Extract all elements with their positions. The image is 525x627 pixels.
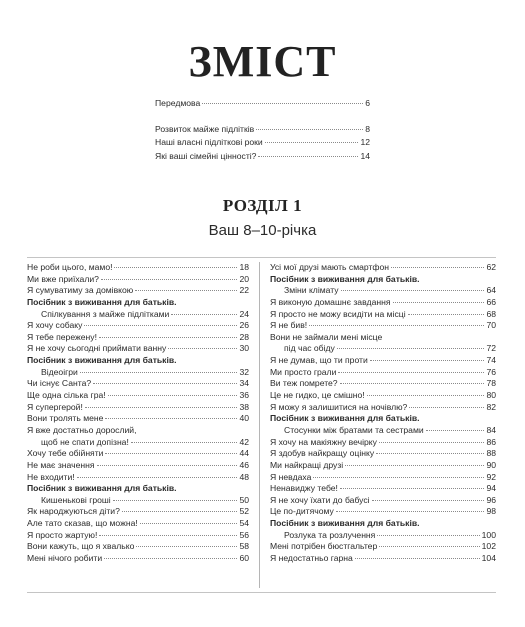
- toc-entry[interactable]: [27, 320, 249, 332]
- toc-entry[interactable]: [27, 448, 249, 460]
- toc-entry[interactable]: [27, 518, 249, 530]
- toc-entry-page: 12: [360, 137, 370, 147]
- toc-entry[interactable]: [270, 425, 496, 437]
- toc-entry-page: 98: [486, 506, 496, 517]
- leader-dots: [313, 477, 484, 478]
- leader-dots: [372, 500, 485, 501]
- guide-heading[interactable]: [270, 274, 496, 286]
- toc-entry-page: 84: [486, 424, 496, 435]
- toc-entry-title: Не входити!: [27, 471, 75, 482]
- toc-entry[interactable]: [270, 437, 496, 449]
- leader-dots: [80, 372, 238, 373]
- toc-entry[interactable]: [27, 530, 249, 542]
- toc-entry-page: 64: [486, 285, 496, 296]
- leader-dots: [309, 325, 484, 326]
- leader-dots: [370, 360, 485, 361]
- leader-dots: [105, 453, 237, 454]
- toc-entry-title: Посібник з виживання для батьків.: [270, 273, 420, 284]
- leader-dots: [140, 523, 238, 524]
- toc-entry-page: 20: [239, 273, 249, 284]
- toc-entry-page: 44: [239, 448, 249, 459]
- toc-entry-title: Це не гидко, це смішно!: [270, 390, 365, 401]
- toc-entry[interactable]: [27, 309, 249, 321]
- toc-entry[interactable]: [270, 483, 496, 495]
- toc-entry-title: Посібник з виживання для батьків.: [27, 355, 177, 366]
- guide-heading[interactable]: [270, 518, 496, 530]
- toc-entry-title: Ви теж помрете?: [270, 378, 338, 389]
- toc-entry-page: 18: [239, 262, 249, 272]
- toc-entry[interactable]: [27, 332, 249, 344]
- toc-entry[interactable]: [270, 402, 496, 414]
- leader-dots: [202, 103, 363, 104]
- leader-dots: [338, 372, 484, 373]
- toc-entry-page: 56: [239, 529, 249, 540]
- toc-entry[interactable]: [27, 425, 249, 437]
- toc-entry[interactable]: [27, 413, 249, 425]
- leader-dots: [85, 407, 238, 408]
- toc-entry-page: 62: [486, 262, 496, 272]
- leader-dots: [101, 279, 238, 280]
- toc-entry[interactable]: [27, 472, 249, 484]
- toc-entry-page: 30: [239, 343, 249, 354]
- leader-dots: [377, 535, 479, 536]
- guide-heading[interactable]: [270, 413, 496, 425]
- section-subtitle: Ваш 8–10-річка: [208, 222, 317, 239]
- leader-dots: [408, 314, 485, 315]
- toc-entry-title: Не має значення: [27, 459, 95, 470]
- toc-entry-page: 32: [239, 366, 249, 377]
- toc-entry[interactable]: [27, 274, 249, 286]
- toc-entry-title: Я просто не можу всидіти на місці: [270, 308, 406, 319]
- toc-entry-title: Які ваші сімейні цінності?: [155, 150, 257, 161]
- leader-dots: [77, 477, 238, 478]
- toc-entry-title: Я не хочу сьогодні приймати ванну: [27, 343, 167, 354]
- toc-entry-title: Ми просто грали: [270, 366, 337, 377]
- toc-entry-title: Як народжуються діти?: [27, 506, 120, 517]
- toc-entry-title: Я можу я залишитися на ночівлю?: [270, 401, 408, 412]
- toc-entry-page: 42: [239, 436, 249, 447]
- toc-entry-title: щоб не спати допізна!: [41, 436, 129, 447]
- toc-entry[interactable]: [270, 553, 496, 565]
- toc-entry-title: Розвиток майже підлітків: [155, 123, 255, 134]
- leader-dots: [391, 267, 484, 268]
- toc-entry-title: Стосунки між братами та сестрами: [284, 424, 424, 435]
- toc-entry-page: 96: [486, 494, 496, 505]
- toc-entry-title: Передмова: [155, 98, 201, 108]
- toc-entry-title: Наші власні підліткові роки: [155, 137, 263, 147]
- toc-entry-title: Ненавиджу тебе!: [270, 483, 338, 494]
- toc-entry-page: 68: [486, 308, 496, 319]
- leader-dots: [256, 129, 363, 130]
- toc-entry-page: 76: [486, 366, 496, 377]
- toc-entry-page: 14: [360, 150, 370, 161]
- toc-entry[interactable]: [270, 472, 496, 484]
- toc-entry-page: 82: [486, 401, 496, 412]
- toc-entry[interactable]: [155, 136, 370, 150]
- toc-entry-page: 40: [239, 413, 249, 424]
- toc-entry-page: 80: [486, 390, 496, 401]
- toc-entry-page: 6: [365, 98, 370, 108]
- toc-column-left: [27, 262, 249, 565]
- leader-dots: [113, 500, 238, 501]
- leader-dots: [340, 488, 485, 489]
- leader-dots: [345, 465, 484, 466]
- intro-toc: [155, 97, 370, 163]
- leader-dots: [135, 290, 237, 291]
- toc-entry[interactable]: [270, 343, 496, 355]
- toc-entry-title: Я не думав, що ти проти: [270, 355, 368, 366]
- toc-entry-page: 36: [239, 390, 249, 401]
- leader-dots: [168, 348, 237, 349]
- toc-entry[interactable]: [270, 506, 496, 518]
- leader-dots: [376, 453, 484, 454]
- toc-entry-page: 88: [486, 448, 496, 459]
- toc-entry-title: Я здобув найкращу оцінку: [270, 448, 375, 459]
- toc-entry-title: Я хочу на макіяжну вечірку: [270, 436, 377, 447]
- toc-entry-title: Посібник з виживання для батьків.: [270, 518, 420, 529]
- toc-entry[interactable]: [270, 332, 496, 344]
- toc-entry-page: 54: [239, 518, 249, 529]
- leader-dots: [426, 430, 485, 431]
- toc-entry-title: Посібник з виживання для батьків.: [270, 413, 420, 424]
- toc-entry[interactable]: [27, 402, 249, 414]
- leader-dots: [393, 302, 485, 303]
- bottom-rule: [27, 592, 496, 593]
- toc-entry-page: 94: [486, 483, 496, 494]
- toc-entry-title: Мені потрібен бюстгальтер: [270, 541, 378, 552]
- leader-dots: [104, 558, 237, 559]
- toc-entry-page: 24: [239, 308, 249, 319]
- toc-entry[interactable]: [270, 495, 496, 507]
- toc-entry-title: Ми вже приїхали?: [27, 273, 99, 284]
- leader-dots: [99, 337, 237, 338]
- leader-dots: [409, 407, 484, 408]
- toc-entry-page: 60: [239, 553, 249, 564]
- toc-entry-page: 58: [239, 541, 249, 552]
- leader-dots: [355, 558, 480, 559]
- toc-entry[interactable]: [27, 495, 249, 507]
- toc-entry-title: Ми найкращі друзі: [270, 459, 344, 470]
- toc-entry-page: 78: [486, 378, 496, 389]
- toc-entry-title: Я тебе пережену!: [27, 331, 97, 342]
- leader-dots: [367, 395, 485, 396]
- toc-entry-page: 50: [239, 494, 249, 505]
- toc-entry-page: 22: [239, 285, 249, 296]
- column-divider: [259, 262, 260, 588]
- toc-entry[interactable]: [27, 541, 249, 553]
- toc-entry[interactable]: [27, 343, 249, 355]
- toc-entry-title: Спілкування з майже підлітками: [41, 308, 170, 319]
- toc-entry[interactable]: [27, 285, 249, 297]
- leader-dots: [136, 546, 237, 547]
- toc-entry[interactable]: [27, 437, 249, 449]
- toc-entry[interactable]: [270, 367, 496, 379]
- toc-entry-title: Я хочу собаку: [27, 320, 83, 331]
- leader-dots: [105, 418, 237, 419]
- toc-entry-title: Вони тролять мене: [27, 413, 104, 424]
- toc-entry-title: Це по-дитячому: [270, 506, 334, 517]
- toc-entry[interactable]: [155, 150, 370, 164]
- toc-entry-title: Усі мої друзі мають смартфон: [270, 262, 390, 272]
- toc-entry-title: Але тато сказав, що можна!: [27, 518, 138, 529]
- toc-column-right: [270, 262, 496, 565]
- leader-dots: [84, 325, 237, 326]
- toc-entry[interactable]: [270, 320, 496, 332]
- leader-dots: [336, 511, 485, 512]
- page-title: ЗМІСТ: [188, 37, 337, 86]
- toc-entry[interactable]: [27, 460, 249, 472]
- toc-entry[interactable]: [270, 309, 496, 321]
- toc-entry-title: Чи існує Санта?: [27, 378, 92, 389]
- toc-entry-page: 86: [486, 436, 496, 447]
- toc-entry-title: Мені нічого робити: [27, 553, 103, 564]
- leader-dots: [108, 395, 238, 396]
- toc-entry[interactable]: [270, 448, 496, 460]
- toc-entry[interactable]: [270, 541, 496, 553]
- top-rule: [27, 257, 496, 258]
- toc-entry-title: Вони кажуть, що я хвалько: [27, 541, 135, 552]
- toc-entry-title: Ще одна сілька гра!: [27, 390, 106, 401]
- toc-entry[interactable]: [155, 123, 370, 137]
- toc-entry[interactable]: [270, 378, 496, 390]
- toc-entry-title: Я не хочу їхати до бабусі: [270, 494, 370, 505]
- toc-entry-title: Кишенькові гроші: [41, 494, 111, 505]
- toc-entry-page: 46: [239, 459, 249, 470]
- toc-entry-title: Я недостатньо гарна: [270, 553, 353, 564]
- toc-entry-title: Посібник з виживання для батьків.: [27, 483, 177, 494]
- toc-entry[interactable]: [27, 506, 249, 518]
- toc-entry-page: 92: [486, 471, 496, 482]
- toc-entry-page: 34: [239, 378, 249, 389]
- toc-entry[interactable]: [27, 378, 249, 390]
- leader-dots: [341, 290, 485, 291]
- leader-dots: [97, 465, 238, 466]
- leader-dots: [265, 142, 359, 143]
- leader-dots: [258, 156, 358, 157]
- toc-entry-page: 70: [486, 320, 496, 331]
- toc-entry[interactable]: [155, 97, 370, 111]
- toc-entry-title: Я не бив!: [270, 320, 308, 331]
- toc-entry-page: 102: [481, 541, 496, 552]
- toc-entry[interactable]: [27, 390, 249, 402]
- toc-entry-page: 66: [486, 296, 496, 307]
- leader-dots: [99, 535, 237, 536]
- toc-entry[interactable]: [270, 530, 496, 542]
- leader-dots: [114, 267, 237, 268]
- toc-entry-title: Я виконую домашнє завдання: [270, 296, 391, 307]
- toc-entry-title: Відеоігри: [41, 366, 78, 377]
- toc-entry-page: 104: [481, 553, 496, 564]
- toc-entry-page: 26: [239, 320, 249, 331]
- toc-entry-title: Вони не займали мені місце: [270, 331, 383, 342]
- toc-entry[interactable]: [270, 297, 496, 309]
- toc-entry-page: 52: [239, 506, 249, 517]
- toc-entry-page: 48: [239, 471, 249, 482]
- toc-entry-title: Я сумуватиму за домівкою: [27, 285, 134, 296]
- leader-dots: [171, 314, 237, 315]
- toc-entry-page: 38: [239, 401, 249, 412]
- toc-entry[interactable]: [270, 355, 496, 367]
- toc-entry-title: Розлука та розлучення: [284, 529, 376, 540]
- guide-heading[interactable]: [27, 355, 249, 367]
- toc-entry-page: 90: [486, 459, 496, 470]
- toc-entry-page: 28: [239, 331, 249, 342]
- leader-dots: [93, 383, 237, 384]
- toc-entry-title: під час обіду: [284, 343, 335, 354]
- toc-entry[interactable]: [270, 460, 496, 472]
- toc-entry[interactable]: [270, 285, 496, 297]
- guide-heading[interactable]: [27, 297, 249, 309]
- toc-entry-title: Не роби цього, мамо!: [27, 262, 113, 272]
- leader-dots: [340, 383, 485, 384]
- toc-entry-page: 72: [486, 343, 496, 354]
- leader-dots: [379, 442, 485, 443]
- leader-dots: [337, 348, 485, 349]
- toc-entry[interactable]: [270, 262, 496, 274]
- toc-entry-title: Я супергерой!: [27, 401, 83, 412]
- toc-entry-title: Хочу тебе обійняти: [27, 448, 104, 459]
- toc-entry[interactable]: [270, 390, 496, 402]
- toc-entry[interactable]: [27, 553, 249, 565]
- guide-heading[interactable]: [27, 483, 249, 495]
- toc-entry[interactable]: [27, 367, 249, 379]
- toc-entry-title: Посібник з виживання для батьків.: [27, 296, 177, 307]
- toc-entry[interactable]: [27, 262, 249, 274]
- toc-entry-title: Я невдаха: [270, 471, 312, 482]
- leader-dots: [122, 511, 238, 512]
- toc-entry-title: Я просто жартую!: [27, 529, 98, 540]
- toc-entry-title: Я вже достатньо дорослий,: [27, 424, 137, 435]
- toc-entry-page: 74: [486, 355, 496, 366]
- leader-dots: [379, 546, 479, 547]
- section-title: РОЗДІЛ 1: [222, 196, 303, 215]
- leader-dots: [131, 442, 238, 443]
- toc-entry-page: 100: [481, 529, 496, 540]
- toc-entry-title: Зміни клімату: [284, 285, 339, 296]
- toc-entry-page: 8: [365, 123, 370, 134]
